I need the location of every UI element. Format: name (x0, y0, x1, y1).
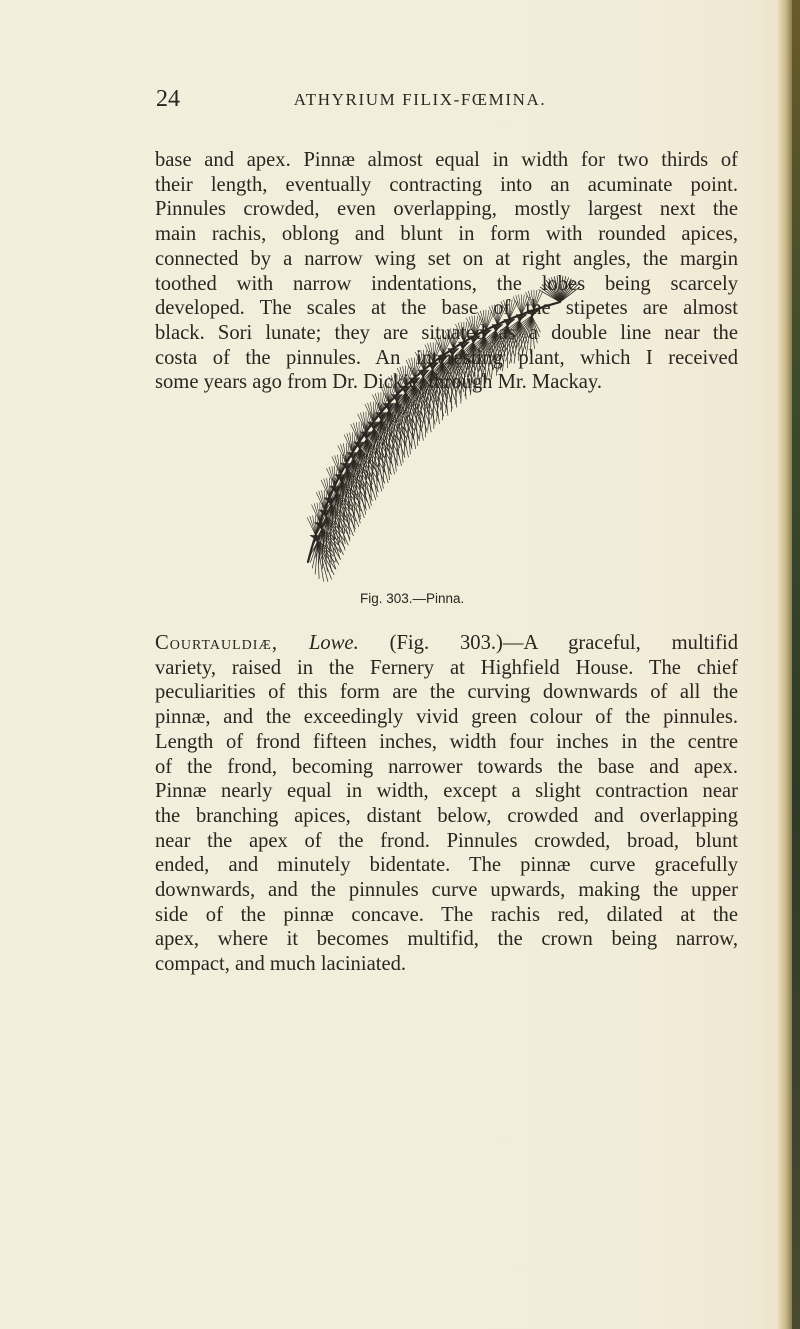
text-line: costa of the pinnules. An interesting plant, which I received (155, 346, 738, 369)
text-line: some years ago from Dr. Dickie, through Mr. Mackay. (155, 371, 603, 394)
engraving-stroke (341, 444, 347, 463)
text-line-rest: (Fig. 303.)—A graceful, multifid (389, 632, 738, 654)
engraving-stroke (310, 516, 316, 535)
text-line: the branching apices, distant below, crowded and overlapping (155, 804, 738, 827)
engraving-stroke (400, 367, 406, 386)
engraving-stroke (553, 302, 560, 304)
text-line: apex, where it becomes multifid, the crown being narrow, (155, 928, 738, 951)
text-line: downwards, and the pinnules curve upwards, making the upper (155, 879, 738, 902)
page-number: 24 (156, 86, 180, 112)
text-line: black. Sori lunate; they are situated as a double line near the (155, 321, 738, 344)
engraving-stroke (314, 504, 320, 523)
engraving-stroke (516, 296, 522, 315)
text-line: Length of frond fifteen inches, width four inches in the centre (155, 730, 738, 753)
variety-author: Lowe. (308, 632, 359, 654)
text-line: variety, raised in the Fernery at Highfield House. The chief (155, 656, 738, 679)
fern-pinna-illustration (270, 262, 610, 602)
text-line-first (155, 631, 738, 656)
text-line: base and apex. Pinnæ almost equal in width for two thirds of (155, 149, 738, 171)
text-line: peculiarities of this form are the curving downwards of all the (155, 681, 738, 704)
text-line: ended, and minutely bidentate. The pinnæ curve gracefully (155, 854, 738, 877)
text-line: of the frond, becoming narrower towards the base and apex. (155, 755, 738, 778)
engraving-stroke (528, 291, 534, 310)
text-line: Pinnæ nearly equal in width, except a slight contraction near (155, 780, 738, 803)
text-line: their length, eventually contracting into an acuminate point. (155, 173, 738, 196)
paragraph-2 (155, 631, 738, 977)
text-line: main rachis, oblong and blunt in form with rounded apices, (155, 223, 738, 246)
text-line: developed. The scales at the base of the stipetes are almost (155, 297, 738, 320)
engraving-stroke (534, 291, 540, 310)
text-line: pinnæ, and the exceedingly vivid green colour of the pinnules. (155, 706, 738, 729)
engraving-stroke (368, 403, 374, 422)
running-title: ATHYRIUM FILIX-FŒMINA. (293, 90, 547, 109)
figure-caption: Fig. 303.—Pinna. (360, 591, 465, 606)
text-line: near the apex of the frond. Pinnules crowded, broad, blunt (155, 829, 738, 852)
variety-name: Courtauldiæ, (155, 632, 279, 654)
text-line: connected by a narrow wing set on at right angles, the margin (155, 247, 738, 270)
text-line: side of the pinnæ concave. The rachis red, dilated at the (155, 903, 738, 926)
engraving-stroke (458, 323, 464, 342)
page-edge-binding (792, 0, 800, 1329)
text-line: compact, and much laciniated. (155, 953, 407, 976)
text-line: Pinnules crowded, even overlapping, mostly largest next the (155, 198, 738, 221)
engraving-stroke (383, 384, 389, 403)
text-line: toothed with narrow indentations, the lobes being scarcely (155, 272, 738, 295)
